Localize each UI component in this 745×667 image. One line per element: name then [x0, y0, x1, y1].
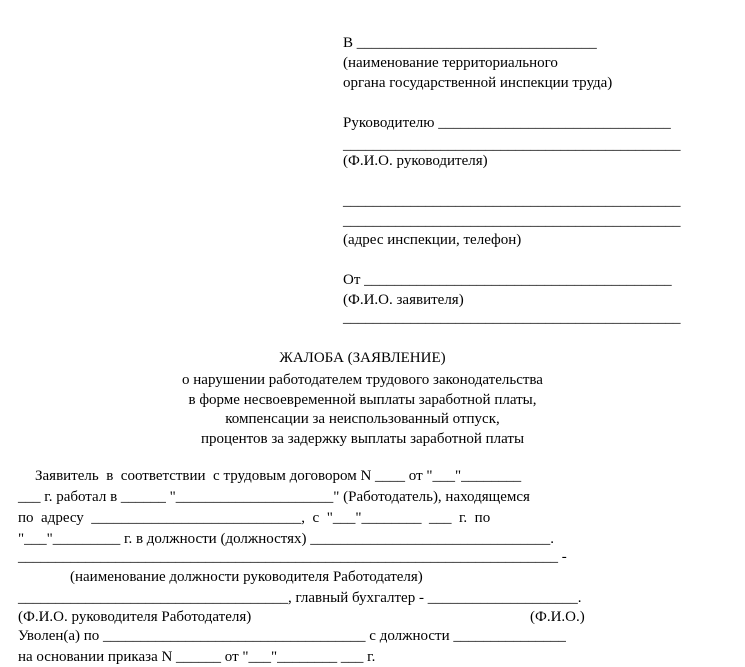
- to-line: В ________________________________: [343, 35, 597, 51]
- body-line-3: по адресу ____________________________, с "___"________ ___ г. по: [18, 510, 491, 526]
- address-hint: (адрес инспекции, телефон): [343, 232, 522, 248]
- title-line-4: процентов за задержку выплаты заработной платы: [200, 431, 525, 447]
- address-blank-1: _____________________________________________: [343, 193, 681, 209]
- title-line-1: о нарушении работодателем трудового законодательства: [182, 372, 543, 388]
- to-hint-2: органа государственной инспекции труда): [343, 75, 613, 91]
- body-line-7: ____________________________________, главный бухгалтер - ____________________.: [18, 590, 582, 606]
- from-hint: (Ф.И.О. заявителя): [343, 292, 464, 308]
- body-line-2: ___ г. работал в ______ "_____________________" (Работодатель), находящемся: [18, 489, 530, 505]
- head-blank: _____________________________________________: [343, 137, 681, 153]
- title-line-3: компенсации за неиспользованный отпуск,: [225, 411, 500, 427]
- body-line-1: Заявитель в соответствии с трудовым договором N ____ от "___"________: [35, 468, 522, 484]
- body-line-6: (наименование должности руководителя Работодателя): [70, 569, 423, 585]
- title-line-2: в форме несвоевременной выплаты заработной платы,: [188, 392, 537, 408]
- body-line-4: "___"_________ г. в должности (должностях) ________________________________.: [18, 531, 555, 547]
- body-line-9: Уволен(а) по ___________________________________ с должности _______________: [18, 628, 566, 644]
- body-hint-head-accountant: (Ф.И.О. руководителя Работодателя): [18, 609, 252, 625]
- body-line-10: на основании приказа N ______ от "___"________ ___ г.: [18, 649, 376, 665]
- to-hint-1: (наименование территориального: [343, 55, 558, 71]
- body-hint-fio: (Ф.И.О.): [530, 609, 585, 625]
- head-hint: (Ф.И.О. руководителя): [343, 153, 488, 169]
- document-title: ЖАЛОБА (ЗАЯВЛЕНИЕ): [279, 350, 446, 366]
- address-blank-2: _____________________________________________: [343, 213, 681, 229]
- from-blank: _____________________________________________: [343, 310, 681, 326]
- from-line: От _________________________________________: [343, 272, 672, 288]
- body-line-5: ________________________________________________________________________ -: [18, 549, 567, 565]
- head-line: Руководителю _______________________________: [343, 115, 671, 131]
